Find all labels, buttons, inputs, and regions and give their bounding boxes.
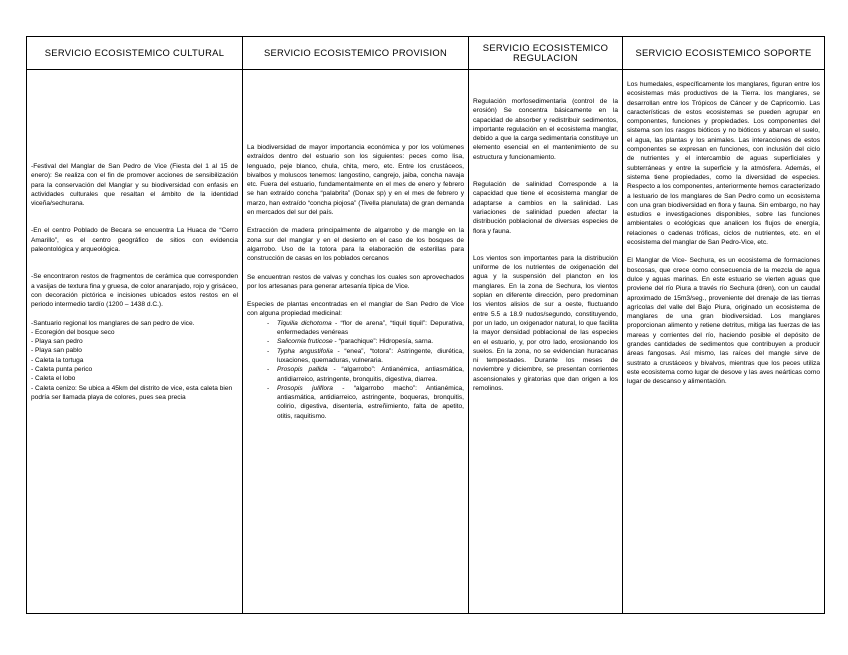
cultural-list-item: - Caleta el lobo — [31, 375, 76, 383]
plant-item — [277, 347, 464, 366]
header-row — [27, 37, 825, 70]
plant-item — [277, 384, 464, 421]
provision-paragraph: Especies de plantas encontradas en el manglar de San Pedro de Vice con alguna propiedad medicinal: — [247, 301, 464, 318]
cultural-paragraph: -Festival del Manglar de San Pedro de Vice (Fiesta del 1 al 15 de enero): Se realiza con el fin de promover acciones de sensibilización para la conservación del Manglar y su biodiversidad con enfasis en actividades culturales que resaltan el ámbito de la identidad viceña/sechurana. — [31, 163, 238, 208]
regulacion-paragraph: Regulación morfosedimentaria (control de la erosión) Se concentra básicamente en la capacidad de absorber y redistribuir sedimentos, importante regulación en el ecosistema manglar, debido a que la carga sedimentaria constituye un elemento esencial en el mantenimiento de su estructura y funcionamiento. — [473, 98, 618, 161]
cultural-paragraph: -Se encontraron restos de fragmentos de cerámica que corresponden a vasijas de textura fina y gruesa, de color anaranjado, rojo y grisáceo, con decoración pictórica e incisiones ubicados estos restos en el periodo intermedio tardío (1200 – 1438 d.C.). — [31, 273, 238, 309]
medicinal-plants-list — [247, 319, 464, 421]
cultural-list-item: - Caleta punta perico — [31, 366, 93, 374]
provision-paragraph: Se encuentran restos de valvas y conchas los cuales son aprovechados por los artesanas para generar artesanía típica de Vice. — [247, 273, 464, 290]
cultural-list-item: - Playa san pedro — [31, 338, 83, 346]
ecosystem-services-table — [26, 36, 825, 614]
soporte-cell — [623, 70, 825, 614]
plant-item — [277, 337, 464, 346]
cultural-paragraph: -En el centro Poblado de Becara se encuentra La Huaca de “Cerro Amarillo”, es el centro geográfico de sitios con evidencia paleontológica y arqueológica. — [31, 227, 238, 254]
provision-paragraph: Extracción de madera principalmente de algarrobo y de mangle en la zona sur del manglar y en el desierto en el caso de los bosques de algarrobo. Uso de la totora para la elaboración de esterillas para construcción de casas en los poblados cercanos — [247, 227, 464, 263]
regulacion-paragraph: Los vientos son importantes para la distribución uniforme de los nutrientes de oxigenación del agua y la suspensión del plancton en los manglares. En la zona de Sechura, los vientos soplan en diferente dirección, pero predominan los vientos alisios de sur a oeste, fluctuando entre 5.5 a 18.9 nudos/segundo, constituyendo, por un lado, un oxigenador natural, lo que facilita la mayor densidad poblacional de las especies en el estuario, y, por otro lado, erosionando los suelos. En la zona, no se evidencian huracanas ni tempestades. Durante los meses de noviembre y diciembre, se presentan corrientes ascensionales y giratorias que dan origen a los remolinos. — [473, 254, 618, 393]
cultural-list-item: - Playa san pablo — [31, 347, 82, 355]
plant-item — [277, 365, 464, 384]
plant-description: - “flor de arena”, “tiquil tiquil”: Depurativa, enfermedades venéreas — [277, 319, 464, 337]
plant-name: Tiquilia dichotoma — [277, 319, 332, 327]
cultural-list-item: - Caleta cenizo: Se ubica a 45km del distrito de vice, esta caleta bien podría ser llamada playa de colores, pues sea precia — [31, 384, 233, 401]
content-row — [27, 70, 825, 614]
cultural-list-item: - Caleta la tortuga — [31, 356, 84, 364]
cultural-list-item: -Santuario regional los manglares de san pedro de vice. — [31, 319, 195, 327]
plant-description: - “enea”, “totora”: Astringente, diurética, luxaciones, quemaduras, vulneraria. — [277, 347, 464, 364]
header-soporte: SERVICIO ECOSISTEMICO SOPORTE — [623, 37, 825, 70]
soporte-paragraph: El Manglar de Vice- Sechura, es un ecosistema de formaciones boscosas, que crece como consecuencia de la mezcla de agua dulce y aguas marinas. En este estuario se vierten aguas que proviene del río Piura a través río Sechura (dren), con un caudal aproximado de 15m3/seg., proveniente del drenaje de las tierras agrícolas del valle del Bajo Piura, originado un ecosistema de manglares de una gran biodiversidad. Los manglares proporcionan alimento y retiene detritus, mitiga las fuerzas de las mareas y corrientes del río, haciendo posible el depósito de grandes cantidades de sedimentos que contribuyen a producir áreas fangosas. Así mismo, las raíces del mangle sirve de sustrato a crustáceos y bivalvos, mientras que los peces utiliza este ecosistema como lugar de desove y las aves neárticas como lugar de descanso y alimentación. — [627, 257, 820, 386]
plant-name: Salicornia fruticose — [277, 338, 333, 346]
plant-description: - “algarrobo”: Antianémica, antiasmática, antidiarreico, astringente, bronquitis, digestiva, diarrea. — [277, 366, 464, 383]
plant-name: Prosopis juliflora — [277, 384, 333, 392]
soporte-paragraph: Los humedales, específicamente los manglares, figuran entre los ecosistemas más productivos de la Tierra. los manglares, se desarrollan entre los Trópicos de Cáncer y de Capricornio. Las características de estos ecosistemas se pueden agrupar en componentes, funciones y propiedades. Los componentes del sistema son los rasgos bióticos y no bióticos y abarcan el suelo, el agua, las plantas y los animales. Las interacciones de estos componentes se expresan en funciones, con inclusión del ciclo de nutrientes y el intercambio de aguas superficiales y subterráneas y entre la superficie y la atmósfera. Además, el sistema tiene propiedades, como la diversidad de especies. Respecto a los componentes, anteriormente hemos caracterizado a lestuario de los manglares de San Pedro como un ecosistema con una gran biodiversidad en flora y fauna. Sin embargo, no hay estudios e investigaciones disponibles, sobre las funciones ambientales o ecológicas que analicen los flujos de energía, relaciones o cadenas tróficas, ciclos de nutrientes, etc. en el ecosistema del manglar de San Pedro-Vice, etc. — [627, 81, 820, 247]
plant-description: - “algarrobo macho”: Antianémica, antiasmática, antidiarreico, astringente, boqueras, bronquitis, colirio, digestiva, disentería, estreñimiento, falta de apetito, otitis, raquitismo. — [277, 384, 464, 420]
provision-cell — [243, 70, 469, 614]
provision-paragraph: La biodiversidad de mayor importancia económica y por los volúmenes extraídos dentro del estuario son los siguientes: peces como lisa, lenguado, peje blanco, chula, chita, mero, etc. Entre los crustáceos, bivalbos y moluscos tenemos: langostino, cangrejo, jaiba, concha navaja etc. Fuera del estuario, fundamentalmente en el mes de enero y febrero se han extraído concha “palabrita” (Donax sp) y en el mes de febrero y marzo, han extraído “concha piojosa” (Tivella planulata) de gran demanda en mercados del sur del país. — [247, 144, 464, 217]
header-regulacion: SERVICIO ECOSISTEMICO REGULACION — [469, 37, 623, 70]
cultural-list-item: - Ecoregión del bosque seco — [31, 328, 115, 336]
plant-name: Prosopis pallida — [277, 366, 328, 374]
cultural-cell — [27, 70, 243, 614]
regulacion-cell — [469, 70, 623, 614]
regulacion-paragraph: Regulación de salinidad Corresponde a la capacidad que tiene el ecosistema manglar de adaptarse a cambios en la salinidad. Las variaciones de salinidad pueden afectar la distribución poblacional de diversas especies de flora y fauna. — [473, 181, 618, 235]
plant-description: - “parachique”: Hidropesía, sarna. — [332, 338, 434, 346]
header-provision: SERVICIO ECOSISTEMICO PROVISION — [243, 37, 469, 70]
plant-item — [277, 319, 464, 338]
plant-name: Typha angustifolia — [277, 347, 333, 355]
header-cultural: SERVICIO ECOSISTEMICO CULTURAL — [27, 37, 243, 70]
